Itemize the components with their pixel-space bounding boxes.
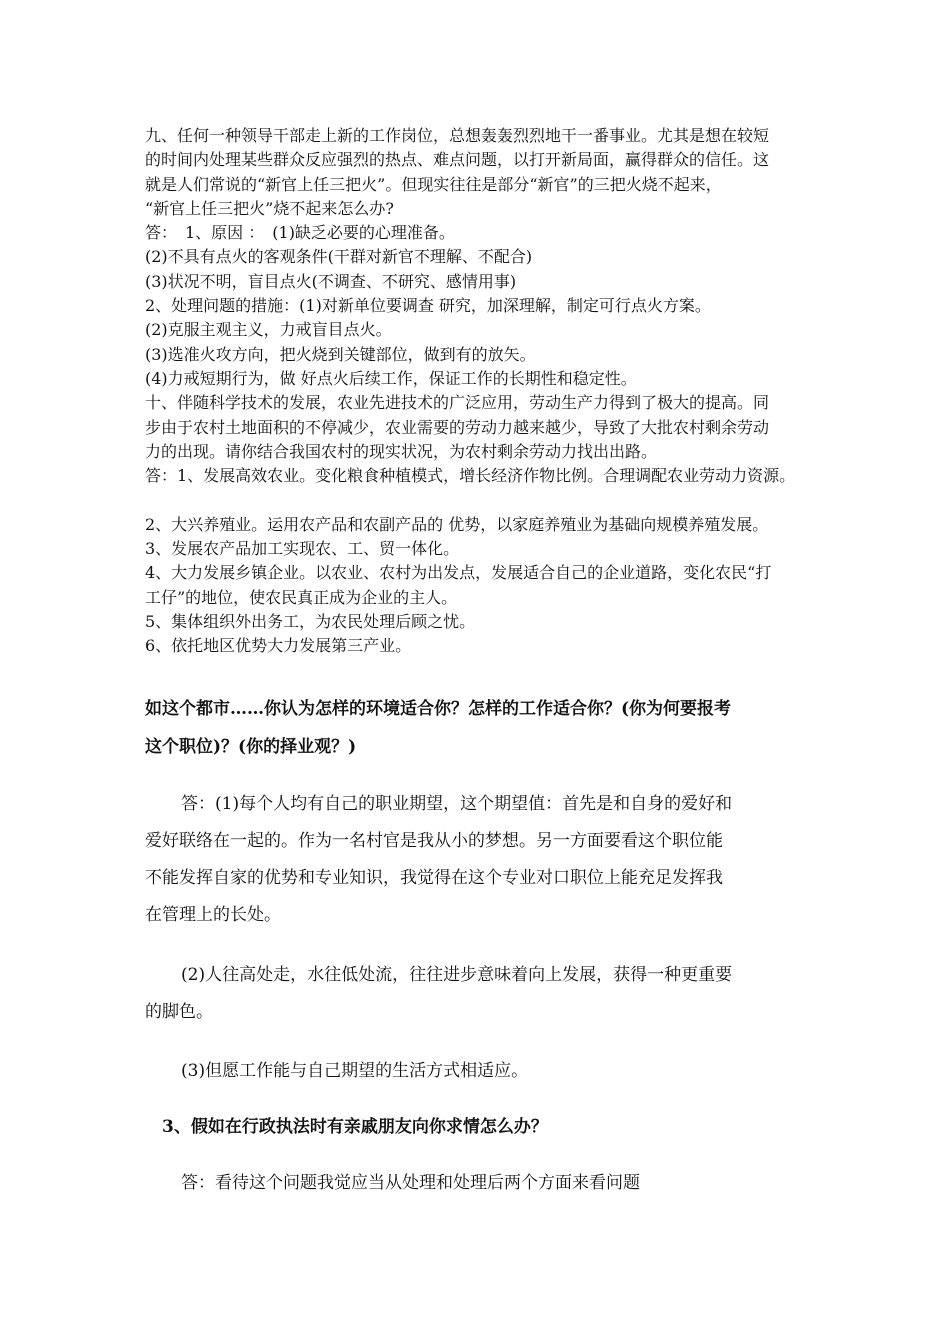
paragraph-line: (2)人往高处走，水往低处流，往往进步意味着向上发展，获得一种更重要: [181, 965, 733, 985]
answer-paragraph-1: [145, 786, 825, 934]
text-line: 3、发展农产品加工实现农、工、贸一体化。: [145, 539, 460, 559]
text-line: 6、依托地区优势大力发展第三产业。: [145, 636, 412, 656]
paragraph-line: 答：看待这个问题我觉应当从处理和处理后两个方面来看问题: [181, 1173, 640, 1193]
text-line: (2)不具有点火的客观条件(干群对新官不理解、不配合): [145, 247, 533, 267]
text-line: 十、伴随科学技术的发展，农业先进技术的广泛应用，劳动生产力得到了极大的提高。同: [145, 393, 770, 413]
text-line: “新官上任三把火”烧不起来怎么办?: [145, 198, 394, 218]
text-line: 的时间内处理某些群众反应强烈的热点、难点问题，以打开新局面，赢得群众的信任。这: [145, 150, 770, 170]
blank-line: [145, 488, 825, 512]
text-line: (3)选准火攻方向，把火烧到关键部位，做到有的放矢。: [145, 344, 536, 364]
text-line: (4)力戒短期行为，做 好点火后续工作，保证工作的长期性和稳定性。: [145, 368, 637, 388]
text-line: 答： 1、原因 ： (1)缺乏必要的心理准备。: [145, 223, 455, 243]
text-line: 2、处理问题的措施：(1)对新单位要调查 研究，加深理解，制定可行点火方案。: [145, 296, 711, 316]
heading-line: 这个职位)？(你的择业观？): [145, 737, 357, 757]
text-line: 步由于农村土地面积的不停减少，农业需要的劳动力越来越少，导致了大批农村剩余劳动: [145, 417, 770, 437]
text-line: 4、大力发展乡镇企业。以农业、农村为出发点，发展适合自己的企业道路，变化农民“打: [145, 563, 772, 583]
paragraph-line: 不能发挥自家的优势和专业知识，我觉得在这个专业对口职位上能充足发挥我: [145, 868, 723, 888]
answer-paragraph-3: [145, 1053, 825, 1090]
text-line: 就是人们常说的“新官上任三把火”。但现实往往是部分“新官”的三把火烧不起来，: [145, 174, 722, 194]
question-heading-city: [145, 690, 825, 766]
text-line: 力的出现。请你结合我国农村的现实状况，为农村剩余劳动力找出出路。: [145, 441, 658, 461]
heading-line: 3、假如在行政执法时有亲戚朋友向你求情怎么办？: [162, 1117, 548, 1137]
paragraph-line: 的脚色。: [145, 1002, 213, 1022]
paragraph-line: 答：(1)每个人均有自己的职业期望，这个期望值：首先是和自身的爱好和: [181, 794, 733, 814]
answer-paragraph-2: [145, 957, 825, 1031]
question-heading-3: [162, 1109, 842, 1146]
paragraph-line: 爱好联络在一起的。作为一名村官是我从小的梦想。另一方面要看这个职位能: [145, 831, 723, 851]
text-line: 5、集体组织外出务工，为农民处理后顾之忧。: [145, 611, 476, 631]
section-nine-ten: [145, 124, 825, 659]
text-line: 答：1、发展高效农业。变化粮食种植模式，增长经济作物比例。合理调配农业劳动力资源。: [145, 466, 796, 486]
paragraph-line: 在管理上的长处。: [145, 905, 281, 925]
text-line: 工仔”的地位，使农民真正成为企业的主人。: [145, 587, 458, 607]
answer-3: [145, 1165, 825, 1202]
text-line: (2)克服主观主义，力戒盲目点火。: [145, 320, 392, 340]
text-line: 九、任何一种领导干部走上新的工作岗位，总想轰轰烈烈地干一番事业。尤其是想在较短: [145, 126, 770, 145]
text-line: (3)状况不明，盲目点火(不调查、不研究、感情用事): [145, 271, 517, 291]
paragraph-line: (3)但愿工作能与自己期望的生活方式相适应。: [181, 1061, 529, 1081]
text-line: 2、大兴养殖业。运用农产品和农副产品的 优势，以家庭养殖业为基础向规模养殖发展。: [145, 514, 769, 534]
heading-line: 如这个都市……你认为怎样的环境适合你？怎样的工作适合你？(你为何要报考: [145, 699, 732, 719]
